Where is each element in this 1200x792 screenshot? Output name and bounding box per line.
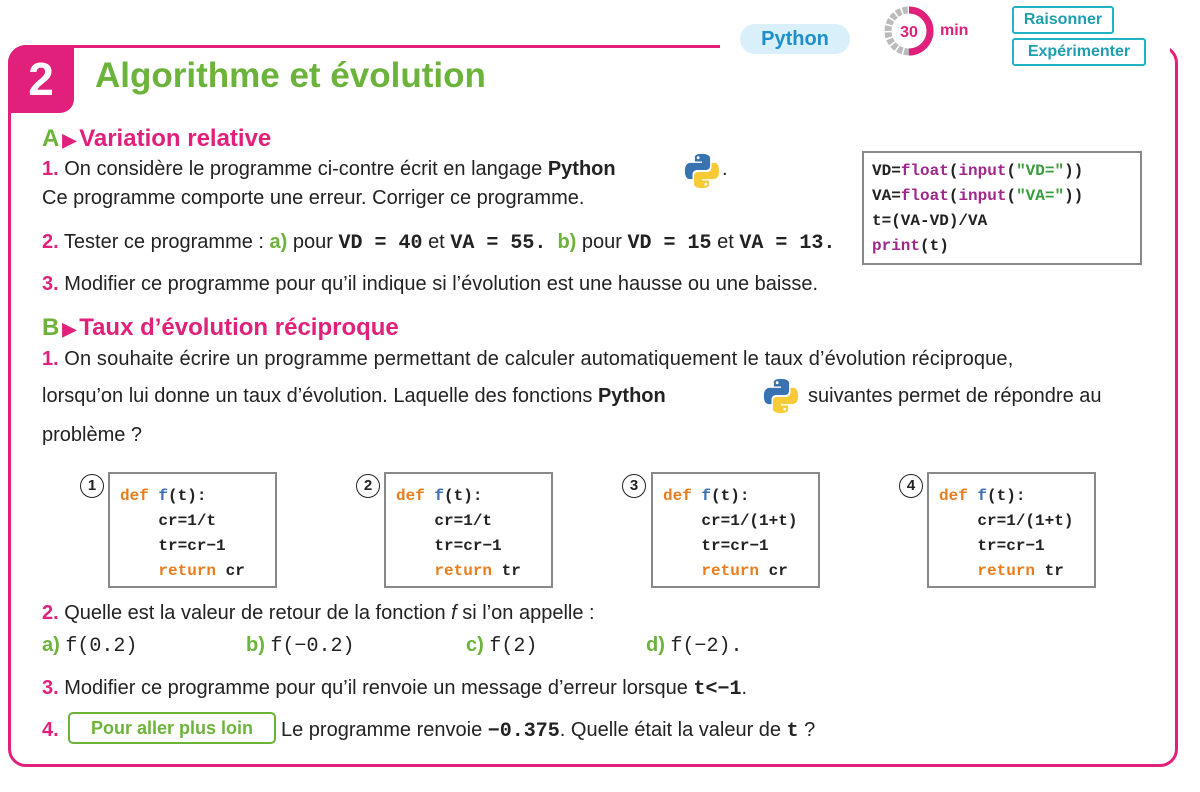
- question-b3: 3. Modifier ce programme pour qu’il renvoie un message d’erreur lorsque t<−1.: [42, 677, 748, 701]
- section-a-heading: [42, 125, 271, 153]
- option-a: a) f(0.2): [42, 634, 138, 658]
- code-block-a: VD=float(input("VD=")) VA=float(input("VA=")) t=(VA-VD)/VA print(t): [862, 151, 1142, 265]
- triangle-icon: ▶: [62, 130, 77, 150]
- skill-tag-experimenter: Expérimenter: [1012, 38, 1146, 66]
- section-title: Taux d’évolution réciproque: [79, 314, 399, 341]
- python-logo-icon: [762, 377, 800, 415]
- question-b4: Le programme renvoie −0.375. Quelle était la valeur de t ?: [281, 719, 816, 743]
- option-b: b) f(−0.2): [246, 634, 355, 658]
- pour-aller-plus-loin-badge: Pour aller plus loin: [68, 712, 276, 744]
- question-a1-end: .: [722, 158, 728, 180]
- exercise-number: 2: [8, 45, 74, 113]
- function-box-2: def f(t): cr=1/t tr=cr−1 return tr: [384, 472, 553, 588]
- question-b1-line1: 1. On souhaite écrire un programme permettant de calculer automatiquement le taux d’évolution réciproque,: [42, 348, 1014, 370]
- question-a2: 2. Tester ce programme : a) pour VD = 40 et VA = 55. b) pour VD = 15 et VA = 13.: [42, 231, 836, 255]
- triangle-icon: ▶: [62, 319, 77, 339]
- marker-3: 3: [622, 474, 646, 498]
- function-box-4: def f(t): cr=1/(1+t) tr=cr−1 return tr: [927, 472, 1096, 588]
- question-b2: 2. Quelle est la valeur de retour de la fonction f si l’on appelle :: [42, 602, 595, 624]
- question-number: 1.: [42, 158, 59, 180]
- question-a1: 1. On considère le programme ci-contre écrit en langage Python: [42, 158, 616, 180]
- section-letter: A: [42, 125, 60, 152]
- section-title: Variation relative: [79, 125, 272, 152]
- option-c: c) f(2): [466, 634, 538, 658]
- question-a3: 3. Modifier ce programme pour qu’il indique si l’évolution est une hausse ou une baisse.: [42, 273, 819, 295]
- timer-icon: [884, 6, 934, 56]
- section-b-heading: [42, 314, 399, 342]
- question-a1-line2: Ce programme comporte une erreur. Corriger ce programme.: [42, 187, 585, 209]
- question-b1-line2-end: suivantes permet de répondre au: [808, 385, 1102, 407]
- function-box-3: def f(t): cr=1/(1+t) tr=cr−1 return cr: [651, 472, 820, 588]
- exercise-title: Algorithme et évolution: [95, 56, 486, 95]
- function-box-1: def f(t): cr=1/t tr=cr−1 return cr: [108, 472, 277, 588]
- marker-1: 1: [80, 474, 104, 498]
- marker-4: 4: [899, 474, 923, 498]
- python-logo-icon: [683, 152, 721, 190]
- section-letter: B: [42, 314, 60, 341]
- timer-unit: min: [940, 22, 969, 39]
- question-b4-number: 4.: [42, 719, 59, 741]
- timer-value: 30: [900, 24, 918, 41]
- language-tag: Python: [740, 24, 850, 54]
- question-b1-line3: problème ?: [42, 424, 143, 446]
- skill-tag-raisonner: Raisonner: [1012, 6, 1114, 34]
- question-b1-line2: lorsqu’on lui donne un taux d’évolution. Laquelle des fonctions Python: [42, 385, 666, 407]
- marker-2: 2: [356, 474, 380, 498]
- option-d: d) f(−2).: [646, 634, 743, 658]
